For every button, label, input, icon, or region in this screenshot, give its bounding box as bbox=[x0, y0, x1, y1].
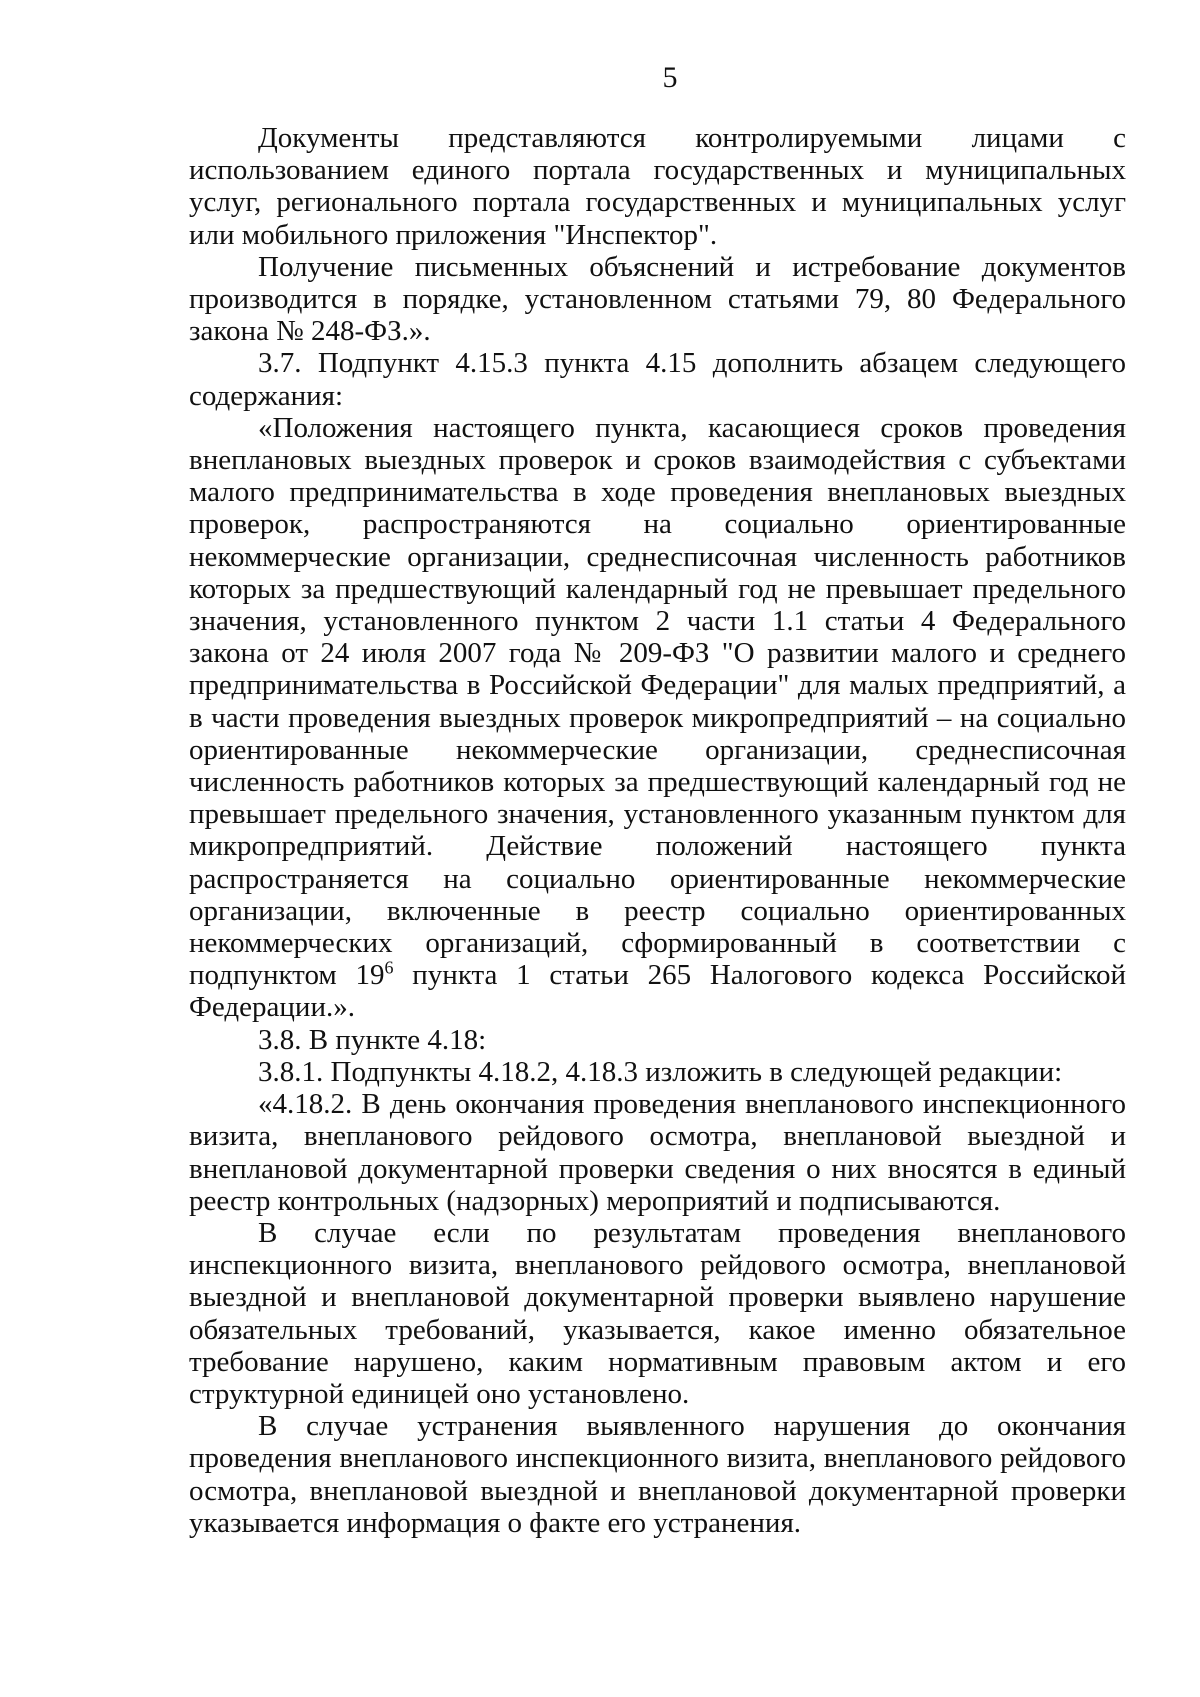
document-body bbox=[189, 122, 1126, 1539]
superscript-b: 6 bbox=[384, 957, 394, 978]
paragraph-violation-elimination: В случае устранения выявленного нарушения до окончания проведения внепланового инспекционного визита, внепланового рейдового осмотра, внеплановой выездной и внеплановой документарной проверки указывается информация о факте его устранения. bbox=[189, 1410, 1126, 1539]
paragraph-provisions-quote bbox=[189, 412, 1126, 1024]
paragraph-clause-3-8-1: 3.8.1. Подпункты 4.18.2, 4.18.3 изложить в следующей редакции: bbox=[258, 1055, 1063, 1088]
paragraph-clause-4-18-2: «4.18.2. В день окончания проведения внепланового инспекционного визита, внепланового рейдового осмотра, внеплановой выездной и внеплановой документарной проверки сведения о них вносятся в единый реестр контрольных (надзорных) мероприятий и подписываются. bbox=[189, 1088, 1126, 1217]
provisions-text: «Положения настоящего пункта, касающиеся сроков проведения внеплановых выездных проверок и сроков взаимодействия с субъектами малого предпринимательства в ходе проведения внеплановых выездных проверок, распространяются на социально ориентированные некоммерческие организации, среднесписочная численность работников которых за предшествующий календарный год не превышает предельного значения, установленного пунктом 2 части 1.1 статьи 4 Федерального закона от 24 июля 2007 года № 209-ФЗ "О развитии малого и среднего предпринимательства в Российской Федерации" для малых предприятий, а в части проведения выездных проверок микропредприятий – на социально ориентированные некоммерческие организации, среднесписочная численность работников которых за предшествующий календарный год не превышает предельного значения, установленного указанным пунктом для микропредприятий. Действие положений настоящего пункта распространяется на социально ориентированные некоммерческие организации, включенные в реестр социально ориентированных некоммерческих организаций, сформированный в соответствии с подпунктом 19 bbox=[189, 411, 1126, 992]
provisions-text-end: пункта 1 статьи 265 Налогового кодекса Российской Федерации.». bbox=[189, 959, 1126, 1024]
paragraph-documents-submission: Документы представляются контролируемыми лицами с использованием единого портала государственных и муниципальных услуг, регионального портала государственных и муниципальных услуг или мобильного приложения "Инспектор". bbox=[189, 122, 1126, 251]
paragraph-explanations: Получение письменных объяснений и истребование документов производится в порядке, установленном статьями 79, 80 Федерального закона № 248-ФЗ.». bbox=[189, 250, 1126, 348]
paragraph-clause-3-8: 3.8. В пункте 4.18: bbox=[258, 1023, 487, 1056]
paragraph-violation-case: В случае если по результатам проведения внепланового инспекционного визита, внепланового рейдового осмотра, внеплановой выездной и внеплановой документарной проверки выявлено нарушение обязательных требований, указывается, какое именно обязательное требование нарушено, каким нормативным правовым актом и его структурной единицей оно установлено. bbox=[189, 1216, 1126, 1410]
paragraph-clause-3-7: 3.7. Подпункт 4.15.3 пункта 4.15 дополнить абзацем следующего содержания: bbox=[189, 347, 1126, 412]
page-number: 5 bbox=[662, 61, 678, 94]
